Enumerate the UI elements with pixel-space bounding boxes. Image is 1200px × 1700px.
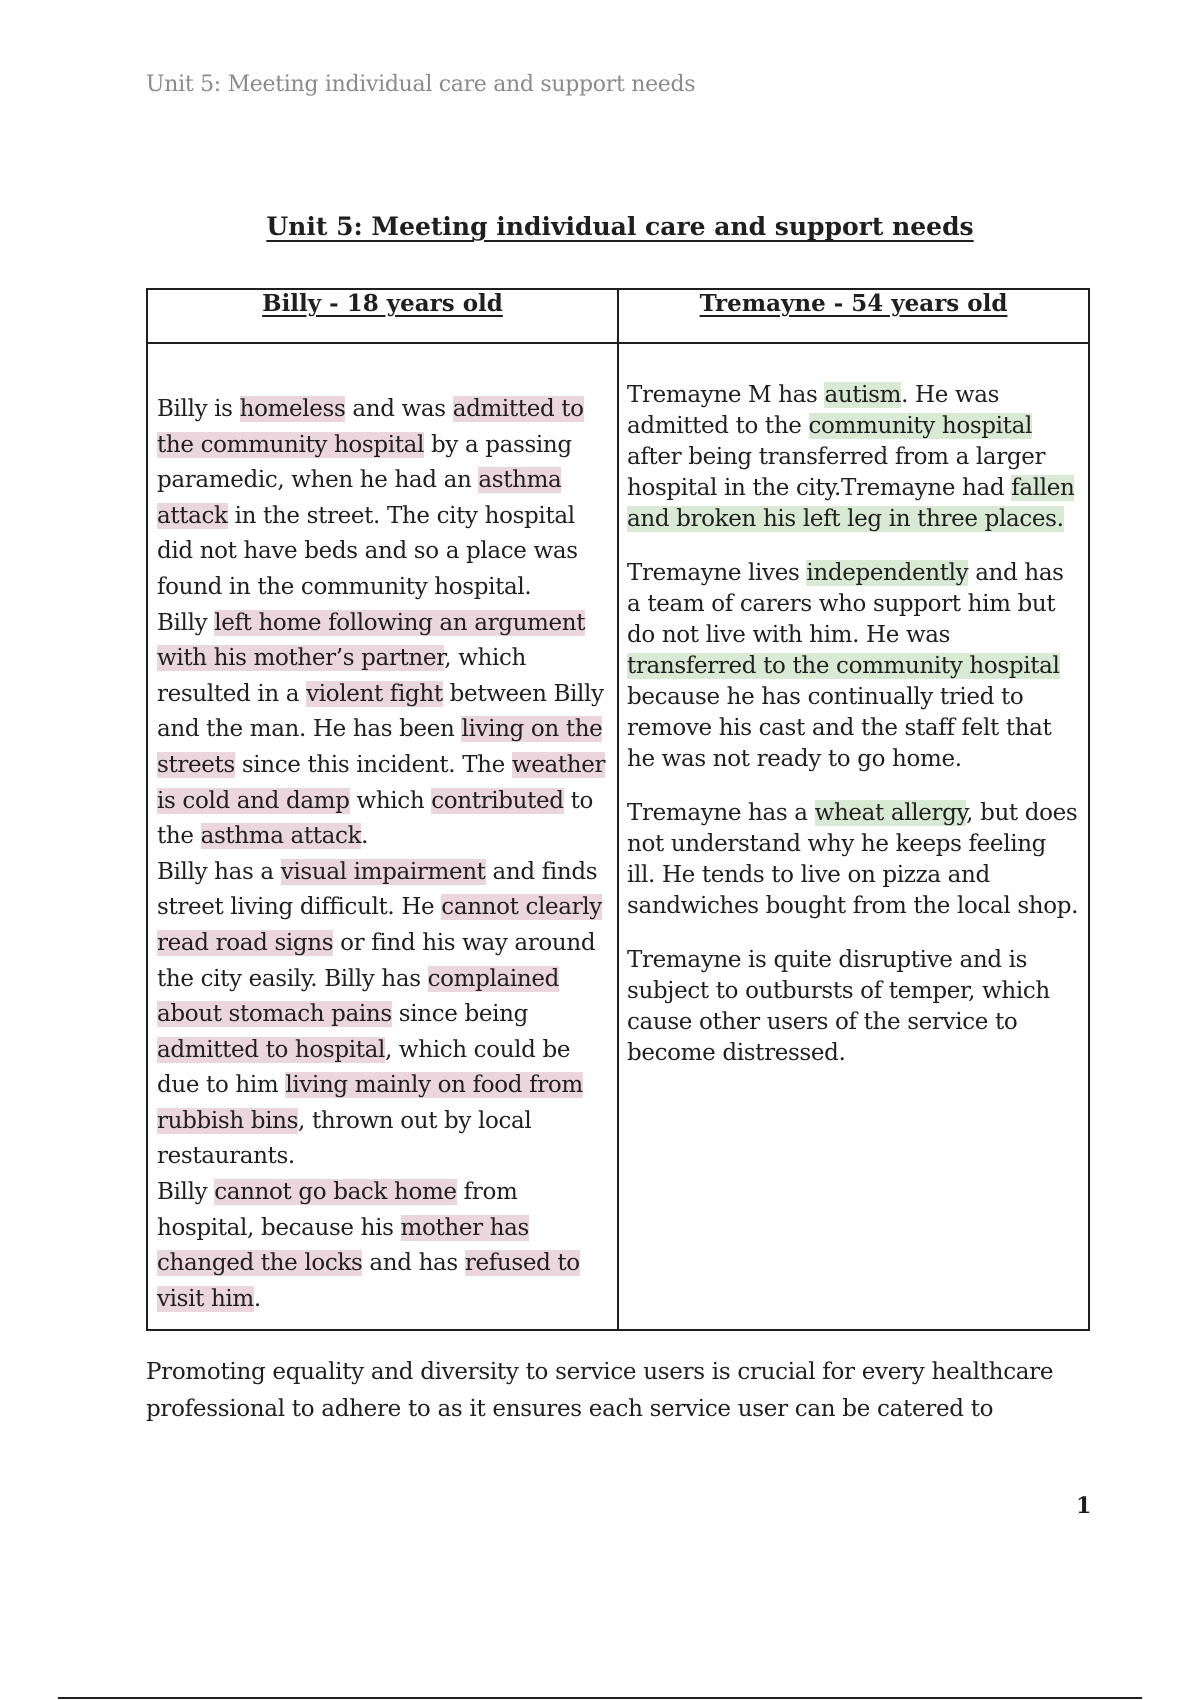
- highlighted-phrase: autism: [824, 382, 902, 408]
- text-run: Billy: [157, 609, 215, 636]
- highlighted-phrase: visual impairment: [280, 858, 486, 885]
- text-run: Billy has a: [157, 858, 281, 885]
- text-run: Tremayne lives: [627, 560, 807, 586]
- tremayne-paragraph: [627, 945, 1080, 1069]
- highlighted-phrase: contributed: [431, 787, 564, 814]
- highlighted-phrase: living mainly on food from rubbish bins: [157, 1072, 583, 1134]
- highlighted-phrase: violent fight: [306, 680, 443, 707]
- text-run: and was: [345, 396, 453, 422]
- tremayne-paragraph: [627, 798, 1080, 922]
- text-run: since this incident. The: [234, 751, 512, 778]
- text-run: , thrown out by local restaurants.: [157, 1107, 532, 1170]
- highlighted-phrase: admitted to the community hospital: [157, 396, 584, 458]
- table-header-row: [147, 289, 1089, 343]
- text-run: .: [361, 823, 369, 850]
- text-run: in the street. The city hospital did not have beds and so a place was found in the community hospital.: [157, 502, 578, 600]
- document-title: Unit 5: Meeting individual care and support needs: [266, 212, 974, 241]
- text-run: which: [349, 787, 432, 814]
- text-run: Billy is: [157, 396, 240, 422]
- text-run: between Billy and the man. He has been: [157, 680, 604, 743]
- tremayne-paragraph: [627, 558, 1080, 775]
- table-row: [147, 343, 1089, 1330]
- billy-column-header: Billy - 18 years old: [147, 289, 618, 343]
- text-run: Tremayne is quite disruptive and is subject to outbursts of temper, which cause other users of the service to become distressed.: [627, 947, 1050, 1066]
- tremayne-column-header: Tremayne - 54 years old: [618, 289, 1089, 343]
- highlighted-phrase: mother has changed the locks: [157, 1214, 529, 1277]
- highlighted-phrase: refused to visit him: [157, 1250, 580, 1312]
- text-run: , but does not understand why he keeps feeling ill. He tends to live on pizza and sandwiches bought from the local shop.: [627, 800, 1079, 919]
- highlighted-phrase: weather is cold and damp: [157, 751, 606, 814]
- text-run: and finds street living difficult. He: [157, 858, 598, 921]
- running-header: Unit 5: Meeting individual care and support needs: [146, 72, 696, 97]
- highlighted-phrase: left home following an argument with his mother’s partner: [157, 609, 586, 672]
- text-run: from hospital, because his: [157, 1179, 518, 1241]
- tremayne-paragraph: [627, 380, 1080, 535]
- text-run: because he has continually tried to remove his cast and the staff felt that he was not ready to go home.: [627, 684, 1052, 772]
- text-run: , which could be due to him: [157, 1036, 571, 1099]
- body-paragraph: Promoting equality and diversity to service users is crucial for every healthcare professional to adhere to as it ensures each service user can be catered to: [146, 1359, 1054, 1422]
- highlighted-phrase: complained about stomach pains: [157, 965, 559, 1028]
- text-run: , which resulted in a: [157, 645, 526, 707]
- text-run: after being transferred from a larger hospital in the city.Tremayne had: [627, 444, 1046, 501]
- text-run: . He was admitted to the: [627, 382, 1000, 439]
- text-run: and has a team of carers who support him but do not live with him. He was: [627, 560, 1064, 648]
- highlighted-phrase: cannot go back home: [214, 1179, 457, 1206]
- case-study-table: [146, 288, 1090, 1331]
- text-run: .: [253, 1285, 261, 1312]
- highlighted-phrase: homeless: [239, 396, 346, 422]
- text-run: and has: [362, 1250, 465, 1277]
- highlighted-phrase: fallen and broken his left leg in three places.: [627, 475, 1075, 532]
- highlighted-phrase: asthma attack: [157, 467, 562, 529]
- highlighted-phrase: independently: [806, 560, 969, 586]
- highlighted-phrase: admitted to hospital: [157, 1036, 385, 1063]
- highlighted-phrase: cannot clearly read road signs: [157, 894, 602, 956]
- text-run: by a passing paramedic, when he had an: [157, 431, 572, 494]
- highlighted-phrase: community hospital: [808, 413, 1032, 439]
- billy-case-description: [147, 343, 618, 1330]
- footer-divider: [58, 1697, 1142, 1699]
- text-run: since being: [391, 1001, 528, 1028]
- highlighted-phrase: living on the streets: [157, 716, 603, 778]
- highlighted-phrase: transferred to the community hospital: [627, 653, 1060, 679]
- tremayne-case-description: [618, 343, 1089, 1330]
- text-run: or find his way around the city easily. Billy has: [157, 929, 596, 992]
- highlighted-phrase: wheat allergy: [814, 800, 967, 826]
- text-run: Tremayne M has: [627, 382, 825, 408]
- text-run: Billy: [157, 1179, 215, 1206]
- highlighted-phrase: asthma attack: [200, 823, 362, 850]
- text-run: to the: [157, 787, 594, 850]
- text-run: Tremayne has a: [627, 800, 815, 826]
- page-number: 1: [1076, 1493, 1092, 1519]
